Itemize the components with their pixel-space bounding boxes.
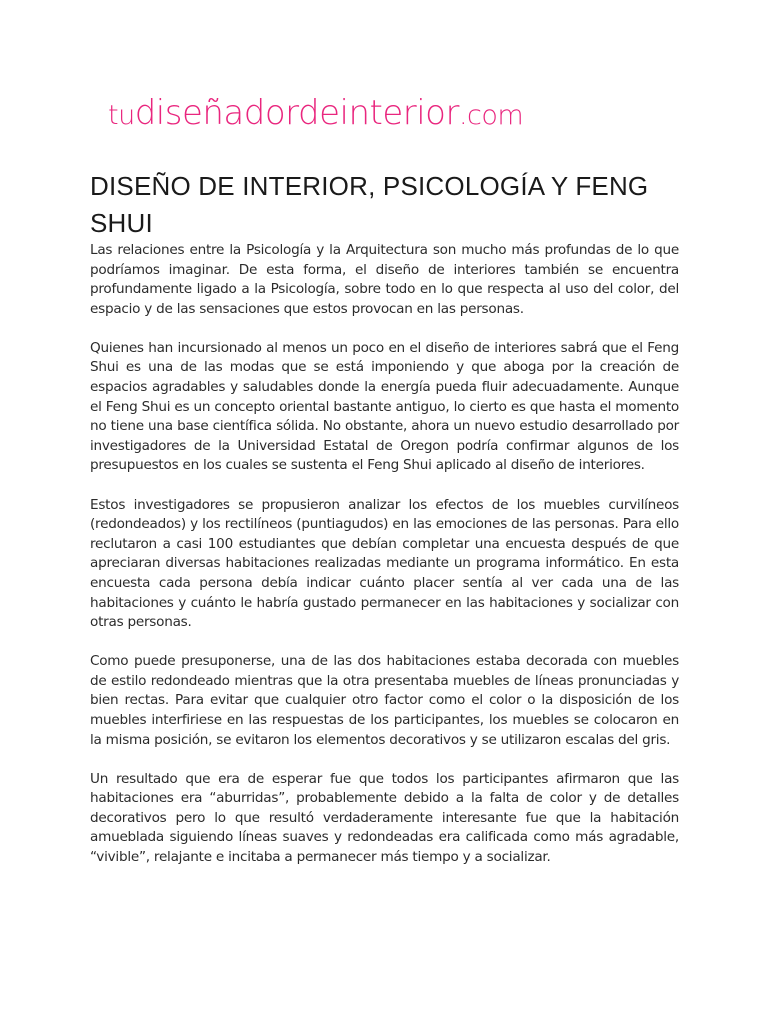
logo-prefix: tu [108, 100, 135, 131]
logo-name: diseñadordeinterior [134, 93, 459, 133]
article-paragraph-4: Como puede presuponerse, una de las dos habitaciones estaba decorada con muebles de estilo redondeado mientras que la otra presentaba muebles de líneas pronunciadas y bien rectas. Para evitar que cualquier otro factor como el color o la disposición de los muebles interfiriese en las respuestas de los participantes, los muebles se colocaron en la misma posición, se evitaron los elementos decorativos y se utilizaron escalas del gris. [90, 653, 679, 748]
article-paragraph-2: Quienes han incursionado al menos un poco en el diseño de interiores sabrá que el Feng Shui es una de las modas que se está imponiendo y que aboga por la creación de espacios agradables y saludables donde la energía pueda fluir adecuadamente. Aunque el Feng Shui es un concepto oriental bastante antiguo, lo cierto es que hasta el momento no tiene una base científica sólida. No obstante, ahora un nuevo estudio desarrollado por investigadores de la Universidad Estatal de Oregon podría confirmar algunos de los presupuestos en los cuales se sustenta el Feng Shui aplicado al diseño de interiores. [90, 339, 679, 474]
article-paragraph-5: Un resultado que era de esperar fue que todos los participantes afirmaron que las habitaciones era “aburridas”, probablemente debido a la falta de color y de detalles decorativos pero lo que resultó verdaderamente interesante fue que la habitación amueblada siguiendo líneas suaves y redondeadas era calificada como más agradable, “vivible”, relajante e incitaba a permanecer más tiempo y a socializar. [90, 770, 679, 866]
logo-domain-suffix: .com [458, 100, 524, 131]
article-paragraph-3: Estos investigadores se propusieron analizar los efectos de los muebles curvilíneos (redondeados) y los rectilíneos (puntiagudos) en las emociones de las personas. Para ello reclutaron a casi 100 estudiantes que debían completar una encuesta después de que apreciaran diversas habitaciones realizadas mediante un programa informático. En esta encuesta cada persona debía indicar cuánto placer sentía al ver cada una de las habitaciones y cuánto le habría gustado permanecer en las habitaciones y socializar con otras personas. [90, 496, 679, 631]
article-body [90, 241, 679, 887]
article-title: DISEÑO DE INTERIOR, PSICOLOGÍA Y FENG SHUI [90, 171, 649, 238]
site-logo [108, 93, 524, 133]
article-paragraph-1: Las relaciones entre la Psicología y la Arquitectura son mucho más profundas de lo que podríamos imaginar. De esta forma, el diseño de interiores también se encuentra profundamente ligado a la Psicología, sobre todo en lo que respecta al uso del color, del espacio y de las sensaciones que estos provocan en las personas. [90, 242, 679, 317]
